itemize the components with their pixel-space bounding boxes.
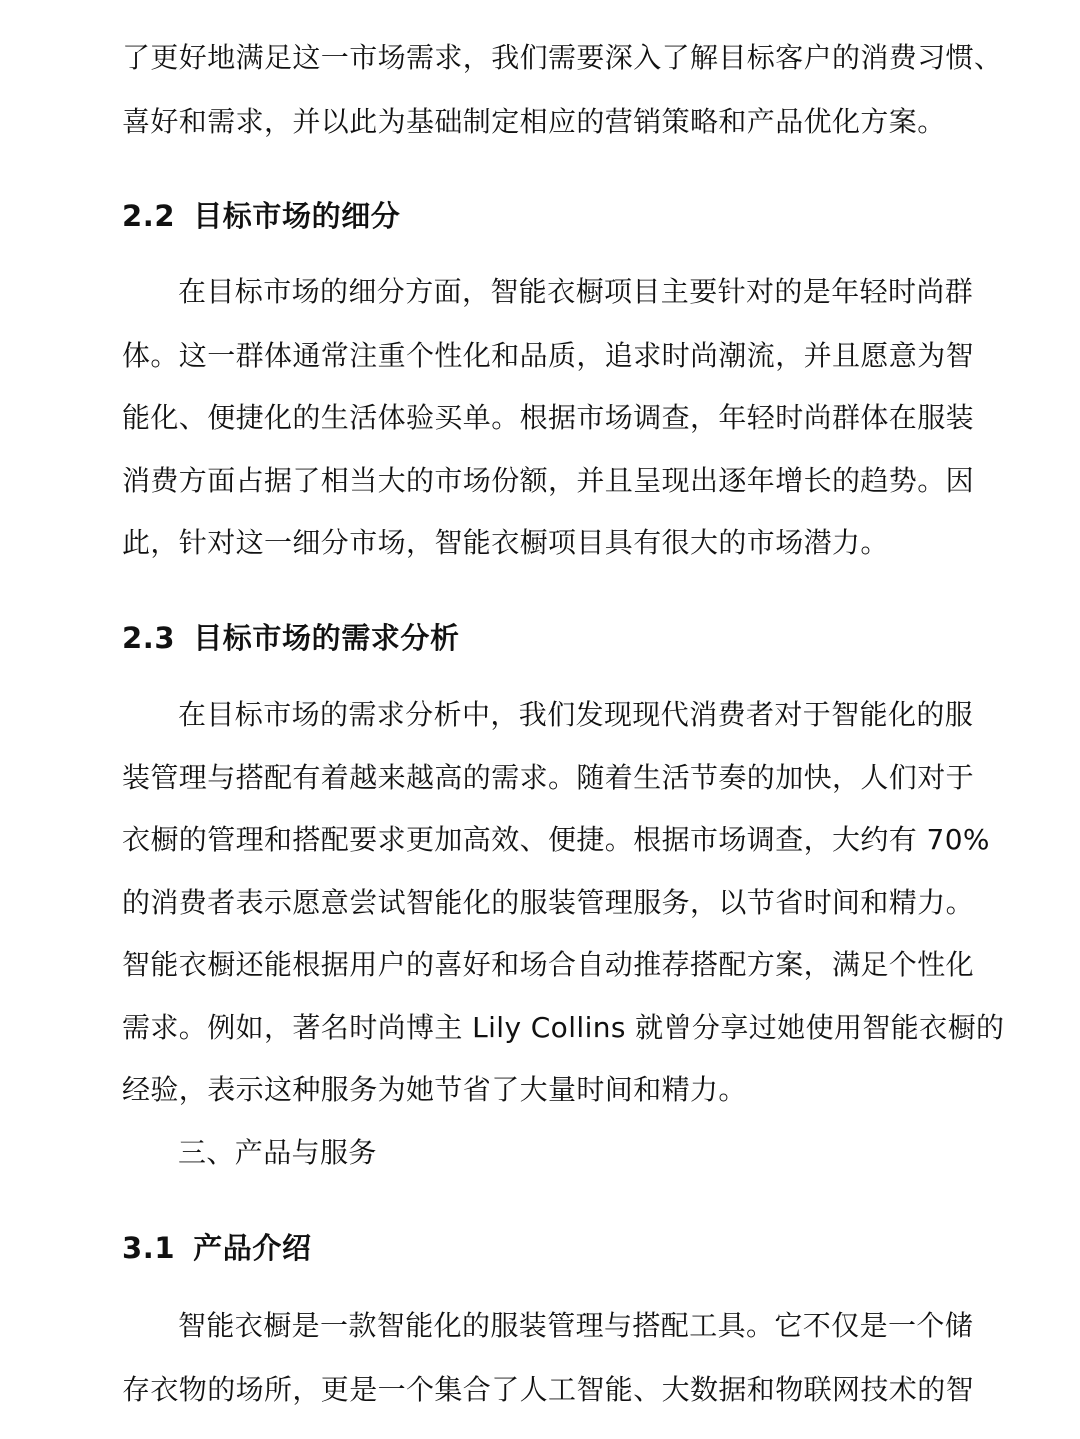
paragraph-line: 需求。例如，著名时尚博主 Lily Collins 就曾分享过她使用智能衣橱的 — [122, 1011, 1005, 1044]
section-number: 3.1 — [122, 1231, 176, 1265]
section-number: 2.2 — [122, 199, 176, 233]
paragraph-line: 消费方面占据了相当大的市场份额，并且呈现出逐年增长的趋势。因 — [122, 464, 975, 497]
paragraph-line: 此，针对这一细分市场，智能衣橱项目具有很大的市场潜力。 — [122, 526, 889, 559]
paragraph-line: 体。这一群体通常注重个性化和品质，追求时尚潮流，并且愿意为智 — [122, 339, 975, 372]
paragraph-line: 经验，表示这种服务为她节省了大量时间和精力。 — [122, 1073, 747, 1106]
section-heading-2-3 — [122, 618, 460, 658]
paragraph-line: 智能衣橱是一款智能化的服装管理与搭配工具。它不仅是一个储 — [178, 1309, 974, 1342]
section-title: 产品介绍 — [193, 1231, 312, 1265]
paragraph-line: 衣橱的管理和搭配要求更加高效、便捷。根据市场调查，大约有 70% — [122, 823, 990, 856]
section-title: 目标市场的需求分析 — [193, 621, 460, 655]
section-number: 2.3 — [122, 621, 176, 655]
paragraph-line: 喜好和需求，并以此为基础制定相应的营销策略和产品优化方案。 — [122, 105, 946, 138]
paragraph-line: 了更好地满足这一市场需求，我们需要深入了解目标客户的消费习惯、 — [122, 41, 1003, 74]
paragraph-line: 存衣物的场所，更是一个集合了人工智能、大数据和物联网技术的智 — [122, 1373, 975, 1406]
section-title: 目标市场的细分 — [193, 199, 401, 233]
paragraph-line: 智能衣橱还能根据用户的喜好和场合自动推荐搭配方案，满足个性化 — [122, 948, 975, 981]
section-heading-3-1 — [122, 1228, 312, 1268]
chapter-heading: 三、产品与服务 — [178, 1136, 377, 1169]
paragraph-line: 在目标市场的需求分析中，我们发现现代消费者对于智能化的服 — [178, 698, 974, 731]
paragraph-line: 在目标市场的细分方面，智能衣橱项目主要针对的是年轻时尚群 — [178, 275, 974, 308]
paragraph-line: 的消费者表示愿意尝试智能化的服装管理服务，以节省时间和精力。 — [122, 886, 975, 919]
section-heading-2-2 — [122, 196, 400, 236]
paragraph-line: 能化、便捷化的生活体验买单。根据市场调查，年轻时尚群体在服装 — [122, 401, 975, 434]
paragraph-line: 装管理与搭配有着越来越高的需求。随着生活节奏的加快，人们对于 — [122, 761, 975, 794]
